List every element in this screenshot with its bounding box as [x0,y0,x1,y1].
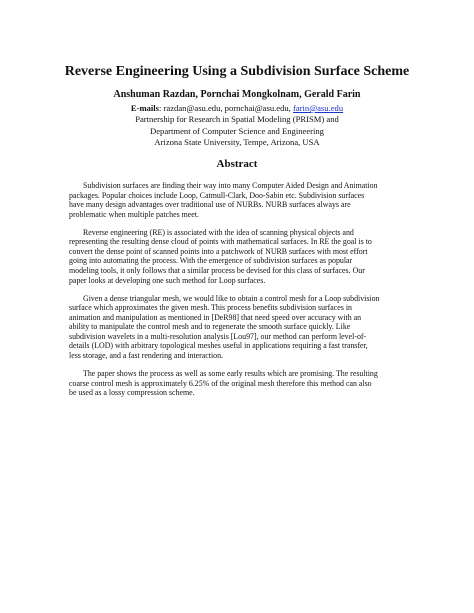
text-line: problematic when multiple patches meet. [69,209,199,219]
email-addresses: razdan@asu.edu, pornchai@asu.edu, [163,103,293,113]
affiliation-line: Partnership for Research in Spatial Modeling (PRISM) and [135,114,339,125]
author-list: Anshuman Razdan, Pornchai Mongkolnam, Gerald Farin [113,89,361,100]
text-line: Subdivision surfaces are finding their way into many Computer Aided Design and Animation [83,181,378,190]
text-line: representing the resulting dense cloud of points with mathematical surfaces. In RE the goal is to [69,237,372,247]
text-line: paper looks at developing one such method for Loop surfaces. [69,275,266,285]
text-line: Given a dense triangular mesh, we would like to obtain a control mesh for a Loop subdivision [83,293,380,303]
abstract-paragraph [69,369,405,398]
text-line: ability to manipulate the control mesh and to regenerate the smooth surface quickly. Like [69,322,351,332]
text-line: convert the dense point of scanned points into a patchwork of NURB surfaces with most effort [69,246,368,256]
affiliation-line: Department of Computer Science and Engineering [150,125,324,136]
text-line: have many design advantages over traditional use of NURBs. NURB surfaces always are [69,200,351,210]
abstract-paragraph [69,181,405,219]
text-line: animation and manipulation as mentioned in [DeR98] that need speed over accuracy with an [69,312,362,322]
text-line: surface which approximates the given mesh. This process benefits subdivision surfaces in [69,303,352,313]
abstract-heading: Abstract [216,158,258,170]
affiliation-line: Arizona State University, Tempe, Arizona, USA [154,137,320,148]
text-line: less storage, and a fast rendering and interaction. [69,350,224,360]
text-line: The paper shows the process as well as some early results which are promising. The resulting [83,369,378,379]
abstract-paragraph [69,228,405,285]
text-line: coarse control mesh is approximately 6.25% of the original mesh therefore this method can also [69,378,372,388]
text-line: be used as a lossy compression scheme. [69,388,195,398]
paper-title: Reverse Engineering Using a Subdivision Surface Scheme [64,64,410,79]
email-label: E-mails [130,103,160,113]
text-line: subdivision wavelets in a multi-resolution analysis [Lou97], our method can perform level-of- [69,331,367,341]
text-line: Reverse engineering (RE) is associated with the idea of scanning physical objects and [83,227,354,237]
text-line: modeling tools, it only follows that a similar process be devised for this class of surfaces. Our [69,265,365,275]
email-colon: : [159,103,164,113]
email-line [0,103,474,114]
text-line: packages. Popular choices include Loop, Catmull-Clark, Doo-Sabin etc. Subdivision surfaces [69,190,365,200]
abstract-paragraph [69,294,405,361]
affiliation-block [0,103,474,149]
text-line: going into automating the process. With the emergence of subdivision surfaces as popular [69,256,353,266]
text-line: details (LOD) with arbitrary topological meshes useful in applications requiring a fast transfer, [69,341,368,351]
abstract-body [69,181,405,406]
email-link[interactable]: farin@asu.edu [292,103,344,113]
